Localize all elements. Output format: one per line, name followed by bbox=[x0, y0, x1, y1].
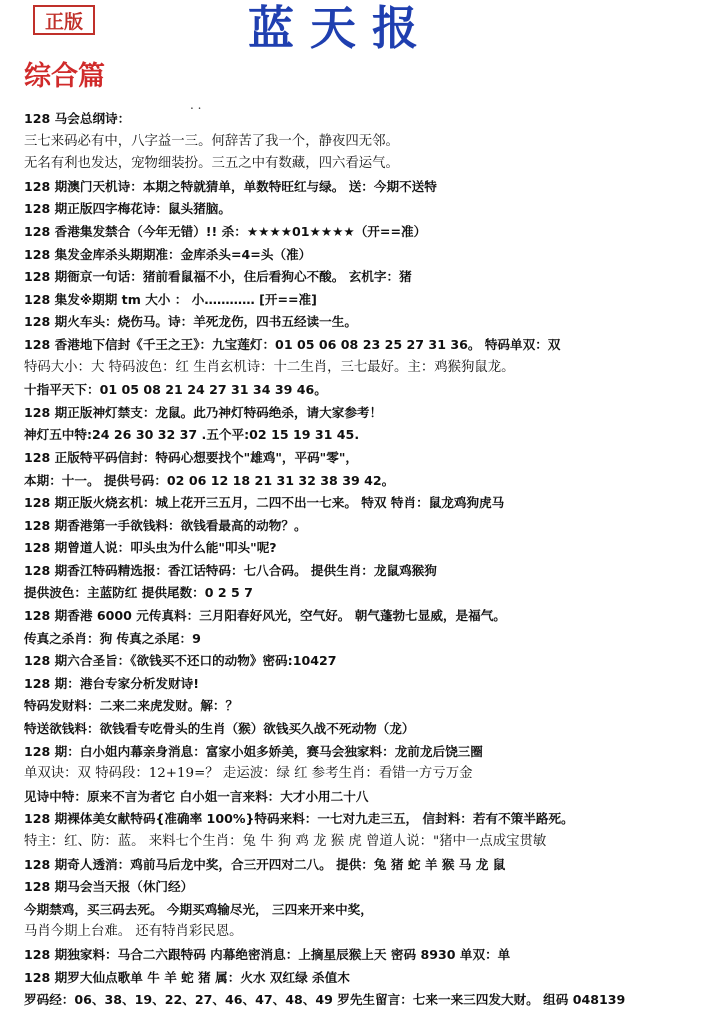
decorative-dots: . . bbox=[190, 98, 202, 112]
article-body bbox=[24, 108, 714, 1012]
text-line: 特码发财料：二来二来虎发财。解：？ bbox=[24, 698, 239, 714]
text-line: 128 期衙京一句话：猪前看鼠福不小，住后看狗心不酸。 玄机字：猪 bbox=[24, 269, 412, 285]
text-line: 神灯五中特:24 26 30 32 37 .五个平:02 15 19 31 45. bbox=[24, 427, 360, 443]
text-line: 128 期香港 6000 元传真料：三月阳春好风光，空气好。 朝气蓬勃七显威，是福气。 bbox=[24, 608, 506, 624]
text-line: 128 期六合圣旨：《欲钱买不还口的动物》密码:10427 bbox=[24, 653, 337, 669]
text-line: 128 期香港第一手欲钱料：欲钱看最高的动物？。 bbox=[24, 517, 307, 533]
text-line: 无名有利也发达，宠物细装扮。三五之中有数藏，四六看运气。 bbox=[24, 156, 399, 172]
text-line: 本期：十一。 提供号码：02 06 12 18 21 31 32 38 39 42。 bbox=[24, 472, 395, 488]
text-line: 提供波色：主蓝防红 提供尾数：0 2 5 7 bbox=[24, 585, 253, 601]
text-line: 128 马会总纲诗： bbox=[24, 111, 131, 126]
text-line: 特送欲钱料：欲钱看专吃骨头的生肖（猴）欲钱买久战不死动物（龙） bbox=[24, 721, 415, 737]
text-line: 今期禁鸡，买三码去死。 今期买鸡输尽光， 三四来开来中奖， bbox=[24, 901, 373, 917]
text-line: 罗码经：06、38、19、22、27、46、47、48、49 罗先生留言：七来一来三四发大财。 组码 048139 bbox=[24, 992, 626, 1008]
text-line: 128 集发金库杀头期期准：金库杀头=4=头（准） bbox=[24, 246, 312, 262]
text-line: 128 香港集发禁合（今年无错）!! 杀：★★★★01★★★★（开==准） bbox=[24, 223, 427, 239]
text-line: 特码大小：大 特码波色：红 生肖玄机诗：十二生肖，三七最好。主：鸡猴狗鼠龙。 bbox=[24, 359, 515, 375]
text-line: 128 香港地下信封《千王之王》：九宝莲灯：01 05 06 08 23 25 27 31 36。 特码单双：双 bbox=[24, 336, 561, 352]
text-line: 128 期正版神灯禁支：龙鼠。此乃神灯特码绝杀，请大家参考！ bbox=[24, 404, 383, 420]
text-line: 传真之杀肖：狗 传真之杀尾：9 bbox=[24, 630, 201, 646]
text-line: 十指平天下：01 05 08 21 24 27 31 34 39 46。 bbox=[24, 382, 327, 398]
text-line: 128 期奇人透消：鸡前马后龙中奖，合三开四对二八。 提供：兔 猪 蛇 羊 猴 马 龙 鼠 bbox=[24, 856, 506, 872]
text-line: 128 期曾道人说：叩头虫为什么能"叩头"呢? bbox=[24, 540, 277, 556]
text-line: 128 期香江特码精选报：香江话特码：七八合码。 提供生肖：龙鼠鸡猴狗 bbox=[24, 562, 437, 578]
text-line: 128 期火车头：烧伤马。诗：羊死龙伤，四书五经读一生。 bbox=[24, 314, 357, 330]
text-line: 128 期正版四字梅花诗：鼠头猪脑。 bbox=[24, 201, 231, 217]
text-line: 128 期罗大仙点歌单 牛 羊 蛇 猪 属：火水 双红绿 杀值木 bbox=[24, 969, 350, 985]
text-line: 128 正版特平码信封：特码心想要找个"雄鸡"，平码"零"， bbox=[24, 449, 358, 465]
text-line: 三七来码必有中，八字益一三。何辞苦了我一个，静夜四无邻。 bbox=[24, 133, 399, 149]
text-line: 特主：红、防：蓝。 来料七个生肖：兔 牛 狗 鸡 龙 猴 虎 曾道人说："猪中一点成宝贯敏 bbox=[24, 834, 547, 849]
text-line: 128 期正版火烧玄机：城上花开三五月，二四不出一七来。 特双 特肖：鼠龙鸡狗虎马 bbox=[24, 495, 505, 511]
text-line: 单双诀：双 特码段：12+19=？ 走运波：绿 红 参考生肖：看错一方亏万金 bbox=[24, 766, 473, 782]
version-badge: 正版 bbox=[33, 5, 95, 35]
text-line: 128 期：港台专家分析发财诗! bbox=[24, 675, 199, 691]
text-line: 128 期裸体美女献特码{准确率 100%}特码来料：一七对九走三五， 信封料：若有不策半路死。 bbox=[24, 811, 574, 827]
section-heading: 综合篇 bbox=[24, 61, 105, 92]
text-line: 128 期：白小姐内幕亲身消息：富家小姐多娇美，赛马会独家料：龙前龙后饶三圈 bbox=[24, 743, 483, 759]
newspaper-title: 蓝天报 bbox=[248, 1, 434, 55]
text-line: 128 期独家料：马合二六跟特码 内幕绝密消息：上摘星辰猴上天 密码 8930 单双：单 bbox=[24, 946, 511, 962]
text-line: 见诗中特：原来不言为者它 白小姐一言来料：大才小用二十八 bbox=[24, 788, 369, 804]
text-line: 马肖今期上台难。 还有特肖彩民恩。 bbox=[24, 924, 243, 940]
text-line: 128 期马会当天报（休门经） bbox=[24, 879, 194, 895]
text-line: 128 期澳门天机诗：本期之特就猜单，单数特旺红与绿。 送：今期不送特 bbox=[24, 178, 437, 194]
text-line: 128 集发※期期 tm 大小 ： 小………… [开==准] bbox=[24, 291, 317, 307]
